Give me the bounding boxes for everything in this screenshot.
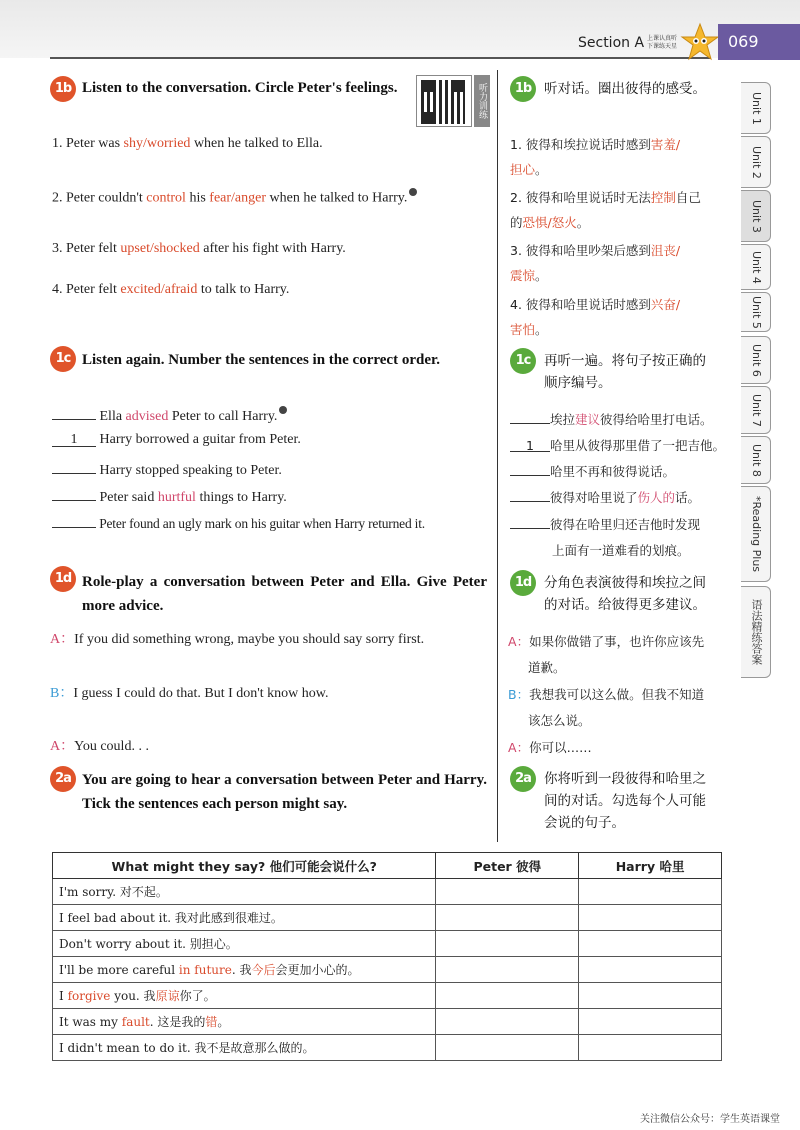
tick-cell-harry[interactable] bbox=[579, 931, 722, 957]
order-blank[interactable] bbox=[52, 405, 96, 420]
table-header-row bbox=[53, 853, 722, 879]
item-1b-zh-4: 4. 彼得和哈里说话时感到兴奋/ bbox=[510, 297, 681, 312]
tab-unit-3[interactable]: Unit 3 bbox=[741, 190, 771, 242]
item-1b-1: 1. Peter was shy/worried when he talked to Ella. bbox=[52, 136, 323, 151]
tick-cell-peter[interactable] bbox=[436, 983, 579, 1009]
heading-1c-zh: 再听一遍。将句子按正确的 顺序编号。 bbox=[544, 353, 706, 391]
tab-unit-4[interactable]: Unit 4 bbox=[741, 244, 771, 290]
badge-2a-zh: 2a bbox=[510, 766, 536, 792]
section-subtitle: 上课认真听 下课练天星 bbox=[647, 35, 678, 50]
badge-1d: 1d bbox=[50, 566, 76, 592]
sentence-cell: I didn't mean to do it. 我不是故意那么做的。 bbox=[53, 1035, 436, 1061]
item-1b-2: 2. Peter couldn't control his fear/anger when he talked to Harry. bbox=[52, 188, 417, 207]
dialog-line-zh-2-cont: 该怎么说。 bbox=[528, 713, 591, 728]
order-blank[interactable] bbox=[52, 486, 96, 501]
item-1b-3: 3. Peter felt upset/shocked after his fight with Harry. bbox=[52, 241, 346, 256]
tab-reading-plus[interactable]: *Reading Plus bbox=[741, 486, 771, 582]
tick-cell-harry[interactable] bbox=[579, 1035, 722, 1061]
tick-cell-peter[interactable] bbox=[436, 879, 579, 905]
section-title: Section A bbox=[578, 35, 645, 51]
badge-1d-zh: 1d bbox=[510, 570, 536, 596]
order-blank[interactable] bbox=[52, 459, 96, 474]
sentence-cell: I'm sorry. 对不起。 bbox=[53, 879, 436, 905]
page-number: 069 bbox=[728, 32, 759, 51]
badge-1c-zh: 1c bbox=[510, 348, 536, 374]
heading-2a: You are going to hear a conversation between Peter and Harry. Tick the sentences each person might say. bbox=[82, 772, 487, 812]
header-rule bbox=[50, 57, 710, 59]
dialog-line-2: B：I guess I could do that. But I don't know how. bbox=[50, 686, 329, 701]
star-mascot-icon bbox=[680, 22, 720, 62]
item-1b-zh-3: 3. 彼得和哈里吵架后感到沮丧/ bbox=[510, 243, 681, 258]
table-row bbox=[53, 905, 722, 931]
qr-code[interactable] bbox=[416, 75, 472, 127]
col-header-peter: Peter 彼得 bbox=[436, 853, 579, 879]
badge-1b-zh: 1b bbox=[510, 76, 536, 102]
tick-cell-peter[interactable] bbox=[436, 905, 579, 931]
sentence-cell: It was my fault. 这是我的错。 bbox=[53, 1009, 436, 1035]
tick-cell-harry[interactable] bbox=[579, 905, 722, 931]
badge-1c: 1c bbox=[50, 346, 76, 372]
item-1b-zh-2: 2. 彼得和哈里说话时无法控制自己 bbox=[510, 190, 701, 205]
tick-cell-harry[interactable] bbox=[579, 1009, 722, 1035]
order-item-zh-5-cont: 上面有一道难看的划痕。 bbox=[552, 543, 690, 558]
footer-note: 关注微信公众号：学生英语课堂 bbox=[640, 1114, 780, 1125]
item-1b-zh-1: 1. 彼得和埃拉说话时感到害羞/ bbox=[510, 137, 681, 152]
qr-code-pattern bbox=[421, 80, 465, 124]
tab-unit-7[interactable]: Unit 7 bbox=[741, 386, 771, 434]
tick-cell-peter[interactable] bbox=[436, 1035, 579, 1061]
tick-table bbox=[52, 852, 722, 1061]
dialog-line-zh-1-cont: 道歉。 bbox=[528, 660, 566, 675]
order-item-zh-3: 哈里不再和彼得说话。 bbox=[510, 462, 675, 480]
audio-icon[interactable] bbox=[409, 188, 417, 196]
sentence-cell: Don't worry about it. 别担心。 bbox=[53, 931, 436, 957]
dialog-line-zh-3: A：你可以…… bbox=[508, 740, 592, 755]
order-blank[interactable] bbox=[510, 462, 550, 476]
dialog-line-zh-1: A：如果你做错了事，也许你应该先 bbox=[508, 634, 705, 649]
order-item-zh-2: 1 哈里从彼得那里借了一把吉他。 bbox=[510, 436, 725, 454]
order-item-zh-1: 埃拉建议彼得给哈里打电话。 bbox=[510, 410, 713, 428]
tick-cell-peter[interactable] bbox=[436, 1009, 579, 1035]
table-row bbox=[53, 1035, 722, 1061]
order-item-zh-4: 彼得对哈里说了伤人的话。 bbox=[510, 488, 700, 506]
heading-1d: Role-play a conversation between Peter and Ella. Give Peter more advice. bbox=[82, 574, 487, 614]
col-header-harry: Harry 哈里 bbox=[579, 853, 722, 879]
item-1b-zh-1-cont: 担心。 bbox=[510, 162, 548, 177]
badge-2a: 2a bbox=[50, 766, 76, 792]
tab-unit-8[interactable]: Unit 8 bbox=[741, 436, 771, 484]
tab-grammar-answers[interactable]: 语法精练答案 bbox=[741, 586, 771, 678]
heading-2a-zh: 你将听到一段彼得和哈里之 间的对话。勾选每个人可能 会说的句子。 bbox=[544, 771, 706, 831]
order-blank[interactable] bbox=[52, 513, 96, 528]
badge-1b: 1b bbox=[50, 76, 76, 102]
order-blank[interactable]: 1 bbox=[510, 438, 550, 452]
tick-cell-harry[interactable] bbox=[579, 957, 722, 983]
sentence-cell: I'll be more careful in future. 我今后会更加小心的。 bbox=[53, 957, 436, 983]
audio-icon[interactable] bbox=[279, 406, 287, 414]
order-item-4: Peter said hurtful things to Harry. bbox=[52, 486, 287, 506]
tab-unit-6[interactable]: Unit 6 bbox=[741, 336, 771, 384]
item-1b-zh-3-cont: 震惊。 bbox=[510, 268, 548, 283]
order-blank[interactable]: 1 bbox=[52, 432, 96, 447]
table-row bbox=[53, 957, 722, 983]
item-1b-zh-2-cont: 的恐惧/怒火。 bbox=[510, 215, 590, 230]
order-item-1: Ella advised Peter to call Harry. bbox=[52, 405, 287, 425]
order-item-3: Harry stopped speaking to Peter. bbox=[52, 459, 282, 479]
sentence-cell: I forgive you. 我原谅你了。 bbox=[53, 983, 436, 1009]
heading-1d-zh: 分角色表演彼得和埃拉之间 的对话。给彼得更多建议。 bbox=[544, 575, 706, 613]
tab-unit-5[interactable]: Unit 5 bbox=[741, 292, 771, 332]
tick-cell-harry[interactable] bbox=[579, 983, 722, 1009]
tab-unit-1[interactable]: Unit 1 bbox=[741, 82, 771, 134]
order-blank[interactable] bbox=[510, 410, 550, 424]
heading-1c: Listen again. Number the sentences in the correct order. bbox=[82, 352, 441, 368]
tab-unit-2[interactable]: Unit 2 bbox=[741, 136, 771, 188]
heading-1b: Listen to the conversation. Circle Peter's feelings. bbox=[82, 80, 398, 96]
dialog-line-1: A：If you did something wrong, maybe you should say sorry first. bbox=[50, 632, 425, 647]
order-blank[interactable] bbox=[510, 515, 550, 529]
qr-tag: 听力训练 bbox=[474, 75, 490, 127]
sentence-cell: I feel bad about it. 我对此感到很难过。 bbox=[53, 905, 436, 931]
dialog-line-3: A：You could. . . bbox=[50, 739, 149, 754]
table-row bbox=[53, 1009, 722, 1035]
dialog-line-zh-2: B：我想我可以这么做。但我不知道 bbox=[508, 687, 705, 702]
heading-1b-zh: 听对话。圈出彼得的感受。 bbox=[544, 81, 706, 97]
tick-cell-harry[interactable] bbox=[579, 879, 722, 905]
column-divider bbox=[497, 70, 498, 842]
order-blank[interactable] bbox=[510, 488, 550, 502]
table-row bbox=[53, 983, 722, 1009]
col-header-sentence: What might they say? 他们可能会说什么? bbox=[53, 853, 436, 879]
order-item-2: 1 Harry borrowed a guitar from Peter. bbox=[52, 432, 301, 448]
table-row bbox=[53, 879, 722, 905]
item-1b-zh-4-cont: 害怕。 bbox=[510, 322, 548, 337]
item-1b-4: 4. Peter felt excited/afraid to talk to Harry. bbox=[52, 282, 290, 297]
table-row bbox=[53, 931, 722, 957]
tick-cell-peter[interactable] bbox=[436, 957, 579, 983]
order-item-5: Peter found an ugly mark on his guitar when Harry returned it. bbox=[52, 513, 425, 532]
tick-cell-peter[interactable] bbox=[436, 931, 579, 957]
order-item-zh-5: 彼得在哈里归还吉他时发现 bbox=[510, 515, 700, 533]
